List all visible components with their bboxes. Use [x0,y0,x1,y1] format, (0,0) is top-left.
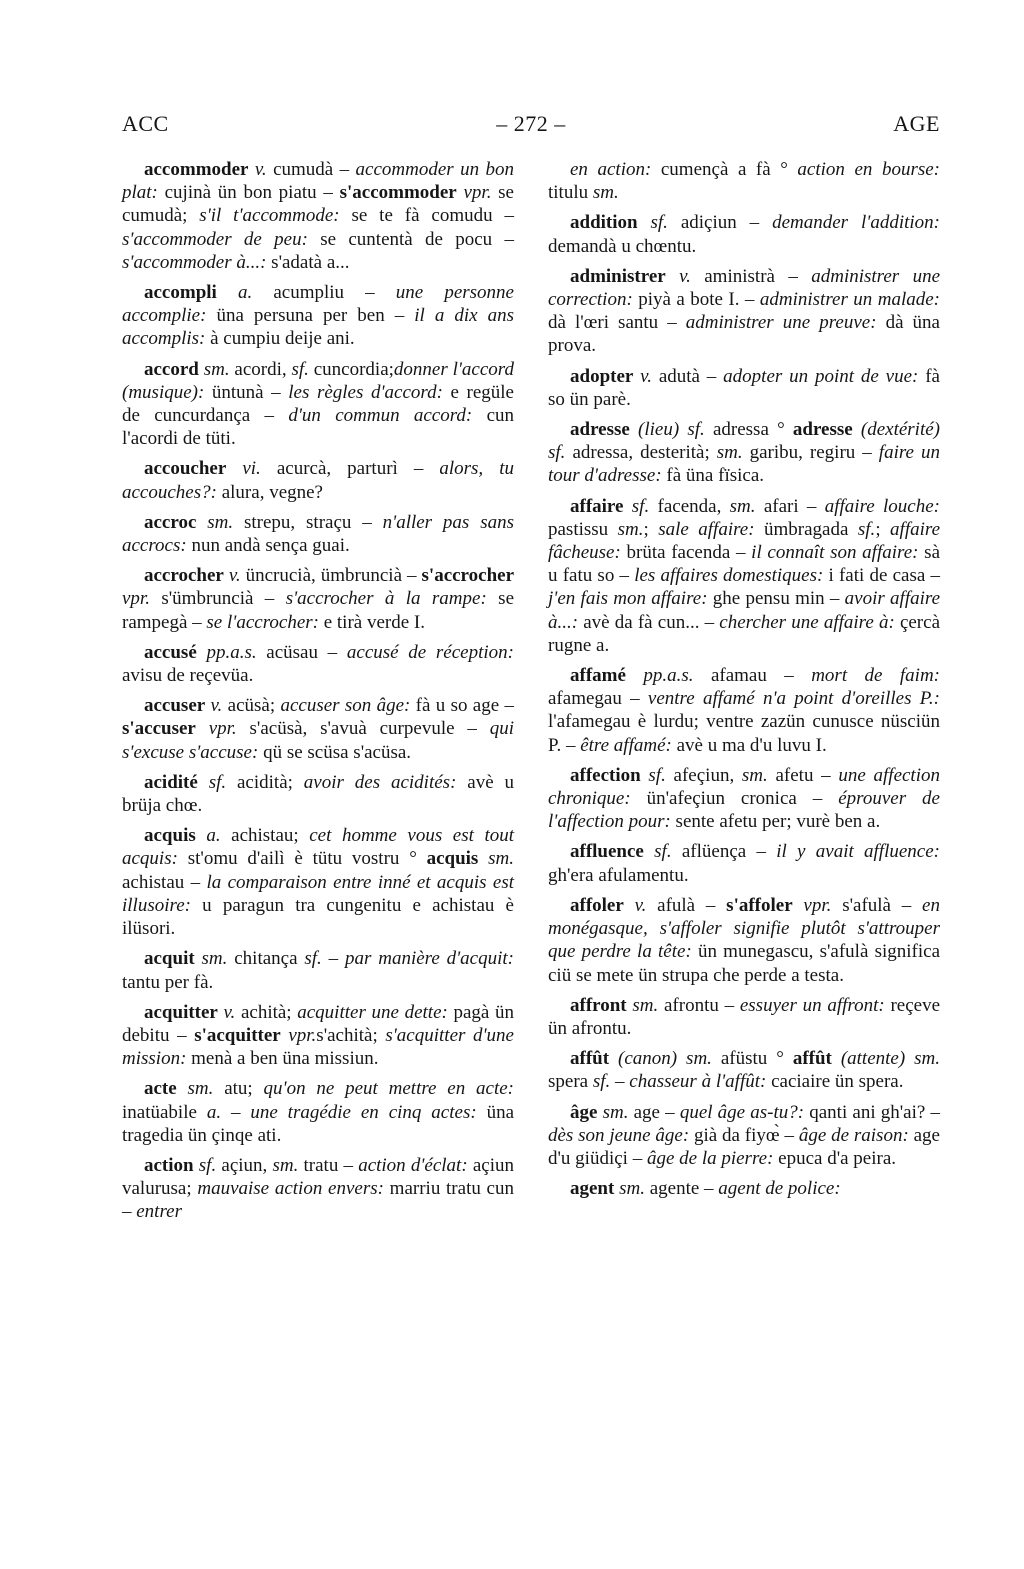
italic-text: vpr. [195,718,250,740]
page-header [122,111,940,137]
dictionary-entry [548,158,940,204]
entry-text: – [610,1071,630,1093]
entry-text: üna persuna per ben – [216,305,415,327]
italic-text: action d'éclat: [358,1154,473,1176]
entry-text: s'adatà a... [271,251,350,273]
dictionary-entry [122,1154,514,1224]
page-number: – 272 – [496,111,566,136]
entry-text: cujinà ün bon piatu – [164,182,340,204]
italic-text: avoir affaire à...: [548,588,940,633]
italic-text: a. [195,825,232,847]
entry-text: avè u ma d'u luvu I. [676,734,827,756]
entry-text: afetu – [775,764,839,786]
italic-text: vpr. [122,588,162,610]
italic-text: les règles d'accord: [288,381,451,403]
entry-text: se cumudà; [122,182,514,227]
entry-text: st'omu d'ailì è tütu vostru ° [187,848,427,870]
italic-text: âge de raison: [798,1124,914,1146]
headword: s'affoler [726,894,793,916]
entry-text: spera [548,1071,593,1093]
headword: affoler [570,894,624,916]
headword: accusé [144,641,197,663]
headword: affamé [570,665,626,687]
entry-text: avè da fà cun... – [583,611,720,633]
italic-text: pp.a.s. [625,665,711,687]
dictionary-entry [122,511,514,557]
entry-text: agente – [649,1178,719,1200]
entry-text: dà üna prova. [548,312,940,357]
italic-text: cet homme vous est tout acquis: [122,825,515,870]
entry-text: marriu tratu cun – [122,1178,514,1223]
italic-text: les affaires domestiques: [634,565,829,587]
italic-text: sf. [291,358,314,380]
entry-text: u paragun tra cungenitu e achistau è ilüsori. [122,894,514,940]
entry-text: menà a ben üna missiun. [191,1048,379,1070]
entry-text: caciaire ün spera. [771,1071,904,1093]
entry-text: à cumpiu deije ani. [210,328,355,350]
dictionary-entry [548,1101,940,1171]
entry-text: chitança [234,948,305,970]
entry-text: ; [643,518,659,540]
dictionary-entry [548,365,940,411]
dictionary-entry [122,358,514,451]
dictionary-entry [122,158,514,274]
italic-text: accusé de réception: [346,641,514,663]
italic-text: n'aller pas sans accrocs: [122,511,514,557]
italic-text: pp.a.s. [196,641,267,663]
dictionary-entry [548,211,940,257]
italic-text: v. [633,365,659,387]
entry-text: titulu [548,182,593,204]
italic-text: (lieu) sf. [629,419,713,441]
italic-text: avoir des acidités: [303,771,468,793]
italic-text: vi. [226,458,277,480]
headword: agent [570,1178,615,1200]
dictionary-entry [122,1001,514,1071]
italic-text: j'en fais mon affaire: [548,588,713,610]
headword: administrer [570,265,666,287]
italic-text: mauvaise action envers: [197,1178,390,1200]
italic-text: v. [223,565,246,587]
italic-text: une tragédie en cinq actes: [250,1101,487,1123]
italic-text: s'acquitter d'une mission: [122,1024,514,1070]
headword: acquis [426,848,479,870]
entry-text: afeçiun, [673,764,742,786]
text-columns [122,158,940,1224]
italic-text: s'il t'accommode: [199,205,352,227]
left-column [122,158,514,1224]
dictionary-entry [548,495,940,657]
italic-text: sm. [729,495,764,517]
entry-text: tantu per fà. [122,971,214,993]
italic-text: il y avait affluence: [776,841,940,863]
entry-text: ; [875,518,891,540]
entry-text: acüsau – [266,641,347,663]
dictionary-entry [548,1177,940,1200]
italic-text: v. [217,1001,241,1023]
entry-text: afari – [763,495,825,517]
italic-text: administrer une correction: [548,265,941,311]
entry-text: adiçiun – [680,212,773,234]
entry-text: açiun, [221,1154,273,1176]
entry-text: alura, vegne? [221,481,323,503]
entry-text: se te fà comudu – [351,205,514,227]
italic-text: accuser son âge: [280,695,416,717]
entry-text: l'afamegau è lurdu; ventre zazün cunusce nüsciün P. – [548,711,940,756]
italic-text: sf. [304,948,322,970]
italic-text: vpr. [456,182,499,204]
entry-text: üncrucià, ümbruncià – [245,565,422,587]
italic-text: il a dix ans accomplis: [122,305,514,350]
entry-text: acurcà, parturì – [276,458,440,480]
entry-text: aflüença – [681,841,777,863]
headword: accroc [144,511,197,533]
italic-text: il connaît son affaire: [751,542,925,564]
entry-text: brüta facenda – [626,542,752,564]
headword: s'accrocher [421,565,515,587]
entry-text: atu; [224,1078,264,1100]
entry-text: achistau; [231,825,310,847]
headword: adresse [792,419,853,441]
guide-word-right: AGE [893,111,940,136]
dictionary-entry [122,1077,514,1147]
headword: accord [144,358,199,380]
entry-text: fà u so age – [415,695,514,717]
entry-text: adressa ° [712,419,793,441]
italic-text: qu'on ne peut mettre en acte: [263,1078,514,1100]
italic-text: sale affaire: [658,518,765,540]
headword: affront [570,994,627,1016]
italic-text: alors, tu accouches?: [122,458,514,503]
italic-text: sm. [614,1178,650,1200]
headword: affluence [570,841,644,863]
headword: acte [144,1078,177,1100]
italic-text: sm. [176,1078,225,1100]
headword: acquis [144,825,196,847]
entry-text: se rampegà – [122,588,514,633]
italic-text: v. [205,695,228,717]
italic-text: donner l'accord (musique): [122,358,514,403]
italic-text: sf. [197,771,237,793]
entry-text: epuca d'a peira. [778,1147,897,1169]
italic-text: adopter un point de vue: [723,365,926,387]
entry-text: cuncordia; [313,358,394,380]
entry-text: acidità; [237,771,304,793]
italic-text: ventre affamé n'a point d'oreilles P.: [647,688,940,710]
italic-text: acquitter une dette: [297,1001,454,1023]
entry-text: üna tragedia ün çinqe ati. [122,1101,514,1146]
dictionary-entry [122,947,514,993]
italic-text: sf. [193,1154,222,1176]
entry-text: qü se scüsa s'acüsa. [263,741,412,763]
italic-text: en action: [570,159,661,180]
headword: adopter [570,365,634,387]
entry-text: – [321,948,345,970]
italic-text: d'un commun accord: [288,405,487,427]
entry-text: s'ümbruncià – [161,588,286,610]
entry-text: cumudà – [273,159,356,180]
italic-text: sm. [196,511,244,533]
italic-text: v. [665,265,705,287]
headword: affection [570,764,641,786]
entry-text: pastissu [548,518,618,540]
italic-text: v. [623,894,658,916]
entry-text: acüsà; [227,695,281,717]
guide-word-left: ACC [122,111,169,136]
italic-text: entrer [136,1201,182,1223]
italic-text: s'accommoder à...: [122,251,272,273]
entry-text: afamau – [710,665,812,687]
dictionary-entry [548,664,940,757]
italic-text: sm. [194,948,235,970]
dictionary-entry [122,694,514,764]
entry-text: açiun valurusa; [122,1154,514,1200]
italic-text: une personne accomplie: [122,282,514,327]
dictionary-entry [122,281,514,351]
dictionary-entry [548,764,940,834]
headword: adresse [570,419,630,441]
entry-text: cun l'acordi de tüti. [122,405,514,450]
italic-text: sf. [623,495,658,517]
entry-text: dà l'œri santu – [548,312,686,334]
italic-text: demander l'addition: [772,212,940,234]
entry-text: adutà – [658,365,724,387]
italic-text: agent de police: [718,1178,841,1200]
italic-text: la comparaison entre inné et acquis est illusoire: [122,871,514,916]
italic-text: vpr. [280,1024,317,1046]
headword: accompli [144,282,217,304]
dictionary-entry [548,265,940,358]
entry-text: çercà rugne a. [548,611,940,656]
headword: addition [570,212,638,234]
italic-text: qui s'excuse s'accuse: [122,718,514,763]
entry-text: fà so ün parè. [548,365,940,410]
entry-text: sente afetu per; vurè ben a. [675,811,881,833]
entry-text: già da fiyœ̀ – [693,1124,799,1146]
italic-text: être affamé: [580,734,677,756]
entry-text: se cuntentà de pocu – [320,228,514,250]
italic-text: essuyer un affront: [739,994,891,1016]
italic-text: âge de la pierre: [646,1147,779,1169]
dictionary-entry [548,840,940,886]
entry-text: acordi, [234,358,292,380]
entry-text: afulà – [657,894,727,916]
italic-text: (attente) sm. [831,1048,940,1070]
entry-text: s'achità; [316,1024,386,1046]
italic-text: chasseur à l'affût: [629,1071,772,1093]
entry-text: reçeve ün afrontu. [548,994,940,1039]
entry-text: piyà a bote I. – [638,289,760,311]
headword: accommoder [144,159,249,180]
italic-text: sm. [478,848,514,870]
entry-text: demandà u chœntu. [548,235,697,257]
entry-text: ün munegascu, s'afulà significa ciü se mete ün strupa che perde a testa. [548,941,940,986]
dictionary-entry [122,457,514,503]
dictionary-entry [548,994,940,1040]
entry-text: – [221,1101,251,1123]
entry-text: fà üna fïsica. [666,465,765,487]
headword: affaire [570,495,624,517]
entry-text: cumençà a fà ° [660,159,798,180]
dictionary-entry [548,1047,940,1093]
italic-text: v. [248,159,274,180]
italic-text: accommoder un bon plat: [122,159,514,204]
italic-text: chercher une affaire à: [719,611,900,633]
entry-text: aministrà – [704,265,812,287]
italic-text: sm. [716,442,750,464]
italic-text: sf. [592,1071,611,1093]
entry-text: adressa, desterità; [572,442,717,464]
italic-text: sm. [617,518,644,540]
italic-text: (dextérité) sf. [548,419,940,464]
entry-text: tratu – [303,1154,359,1176]
headword: acquitter [144,1001,218,1023]
italic-text: administrer une preuve: [685,312,886,334]
italic-text: s'accommoder de peu: [122,228,321,250]
right-column [548,158,940,1224]
italic-text: sm. [198,358,235,380]
dictionary-entry [122,641,514,687]
headword: âge [570,1101,598,1123]
italic-text: affaire fâcheuse: [548,518,941,564]
entry-text: afüstu ° [720,1048,793,1070]
dictionary-entry [548,894,940,987]
italic-text: action en bourse: [797,159,940,180]
entry-text: ün'afeçiun cronica – [646,788,839,810]
italic-text: sf. [857,518,876,540]
italic-text: vpr. [792,894,843,916]
italic-text: quel âge as-tu?: [679,1101,810,1123]
entry-text: inatüabile [122,1101,207,1123]
entry-text: s'afulà – [842,894,923,916]
italic-text: sm. [626,994,664,1016]
headword: accrocher [144,565,224,587]
italic-text: éprouver de l'affection pour: [548,788,940,833]
entry-text: strepu, straçu – [243,511,383,533]
italic-text: sm. [272,1154,304,1176]
entry-text: afamegau – [548,688,648,710]
dictionary-entry [548,418,940,488]
headword: accoucher [144,458,227,480]
entry-text: e regüle de cuncurdança – [122,381,514,427]
italic-text: sm. [592,182,619,204]
italic-text: se l'accrocher: [206,611,324,633]
entry-text: üntunà – [211,381,289,403]
entry-text: e tirà verde I. [323,611,425,633]
italic-text: a. [206,1101,222,1123]
entry-text: sà u fatu so – [548,542,940,587]
italic-text: affaire louche: [824,495,940,517]
italic-text: (canon) sm. [609,1048,721,1070]
entry-text: acumpliu – [273,282,396,304]
entry-text: nun andà sença guai. [191,535,350,557]
entry-text: gh'era afulamentu. [548,864,689,886]
italic-text: sm. [597,1101,634,1123]
entry-text: age d'u giüdiçi – [548,1124,940,1169]
entry-text: afrontu – [664,994,740,1016]
italic-text: faire un tour d'adresse: [548,442,940,487]
italic-text: une affection chronique: [548,764,940,810]
entry-text: i fati de casa – [828,565,940,587]
entry-text: avè u brüja chœ. [122,771,515,817]
dictionary-entry [122,564,514,634]
entry-text: s'acüsà, s'avuà curpevule – [249,718,490,740]
entry-text: facenda, [657,495,730,517]
italic-text: sf. [637,212,681,234]
entry-text: garibu, regiru – [749,442,879,464]
italic-text: s'accrocher à la rampe: [285,588,499,610]
headword: affût [792,1048,832,1070]
italic-text: sf. [640,764,674,786]
entry-text: achistau – [122,871,207,893]
headword: s'acquitter [194,1024,281,1046]
headword: action [144,1154,194,1176]
headword: acidité [144,771,198,793]
headword: accuser [144,695,206,717]
entry-text: ümbragada [764,518,858,540]
italic-text: en monégasque, s'affoler signifie plutôt s'attrouper que perdre la tête: [548,894,940,963]
entry-text: qanti ani gh'ai? – [809,1101,940,1123]
entry-text: achità; [240,1001,298,1023]
headword: s'accuser [122,718,196,740]
italic-text: sm. [741,764,776,786]
headword: affût [570,1048,610,1070]
entry-text: pagà ün debitu – [122,1001,515,1046]
entry-text: avisu de reçevüa. [122,665,254,687]
dictionary-entry [122,771,514,817]
italic-text: mort de faim: [811,665,940,687]
headword: s'accommoder [339,182,457,204]
entry-text: ghe pensu min – [712,588,845,610]
italic-text: par manière d'acquit: [345,948,515,970]
italic-text: dès son jeune âge: [548,1124,694,1146]
italic-text: sf. [643,841,682,863]
entry-text: age – [633,1101,680,1123]
italic-text: a. [216,282,274,304]
headword: acquit [144,948,195,970]
italic-text: administrer un malade: [759,289,940,311]
dictionary-entry [122,824,514,940]
